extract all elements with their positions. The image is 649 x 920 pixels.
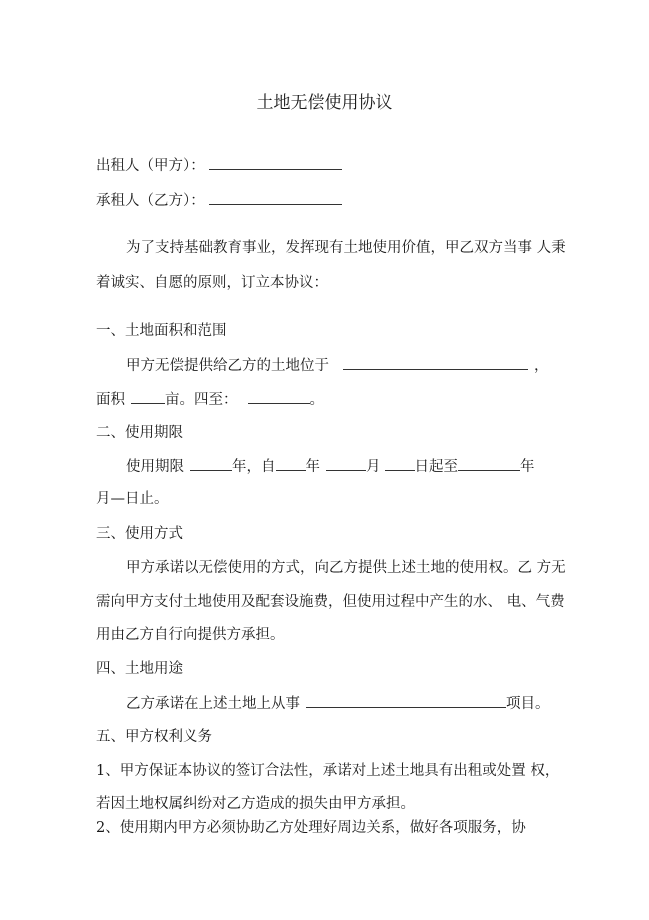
lessee-line [96,190,342,211]
section-2-line-1 [126,456,535,477]
section-4-line-1 [126,693,550,714]
section-2-heading: 二、使用期限 [96,425,183,441]
lessor-label: 出租人（甲方）： [96,158,205,174]
lessee-blank [209,190,342,205]
section-3-line-1: 甲方承诺以无偿使用的方式，向乙方提供上述土地的使用权。乙 方无 [126,560,566,576]
lessor-blank [209,155,342,170]
s2-day-to: 日起至 [414,459,458,475]
section-5-heading: 五、甲方权利义务 [96,729,212,745]
s1-location-blank [343,355,528,370]
s1-period: 。 [309,392,324,408]
s1-comma: ， [534,358,549,374]
section-3-line-3: 用由乙方自行向提供方承担。 [96,627,285,643]
s4-project-blank [306,693,506,708]
s2-month-label: 月 [366,459,381,475]
section-5-item-1-line-1: 1、甲方保证本协议的签订合法性，承诺对上述土地具有出租或处置 权， [96,763,560,779]
s2-start-month-blank [326,456,366,471]
s4-text: 乙方承诺在上述土地上从事 [126,696,300,712]
section-3-heading: 三、使用方式 [96,526,183,542]
s1-area-label: 面积 [96,392,125,408]
s1-boundary-blank [248,389,310,404]
section-5-item-2-line-1: 2、使用期内甲方必须协助乙方处理好周边关系，做好各项服务，协 [96,820,526,836]
lessee-label: 承租人（乙方）： [96,193,205,209]
section-5-item-1-line-2: 若因土地权属纠纷对乙方造成的损失由甲方承担。 [96,796,415,812]
s2-start-year-blank [276,456,306,471]
s1-area-unit: 亩。四至： [165,392,238,408]
s2-end-year-label: 年 [520,459,535,475]
s2-year-from: 年，自 [232,459,276,475]
lessor-line [96,155,342,176]
section-1-line-2 [96,389,324,410]
section-4-heading: 四、土地用途 [96,661,183,677]
section-1-heading: 一、土地面积和范围 [96,323,227,339]
s2-start-day-blank [385,456,415,471]
section-3-line-2: 需向甲方支付土地使用及配套设施费，但使用过程中产生的水、 电、气费 [96,594,565,610]
s2-label: 使用期限 [126,459,184,475]
s2-end-year-blank [458,456,520,471]
section-2-line-2: 月—日止。 [96,491,169,507]
s2-years-blank [190,456,232,471]
s2-year-label: 年 [305,459,320,475]
intro-line-2: 着诚实、自愿的原则，订立本协议： [96,275,328,291]
s4-suffix: 项目。 [506,696,550,712]
s1-area-blank [131,389,165,404]
section-1-line-1 [126,355,549,376]
s1-location-text: 甲方无偿提供给乙方的土地位于 [126,358,329,374]
document-title: 土地无偿使用协议 [256,93,393,113]
intro-line-1: 为了支持基础教育事业，发挥现有土地使用价值，甲乙双方当事 人秉 [126,240,566,256]
